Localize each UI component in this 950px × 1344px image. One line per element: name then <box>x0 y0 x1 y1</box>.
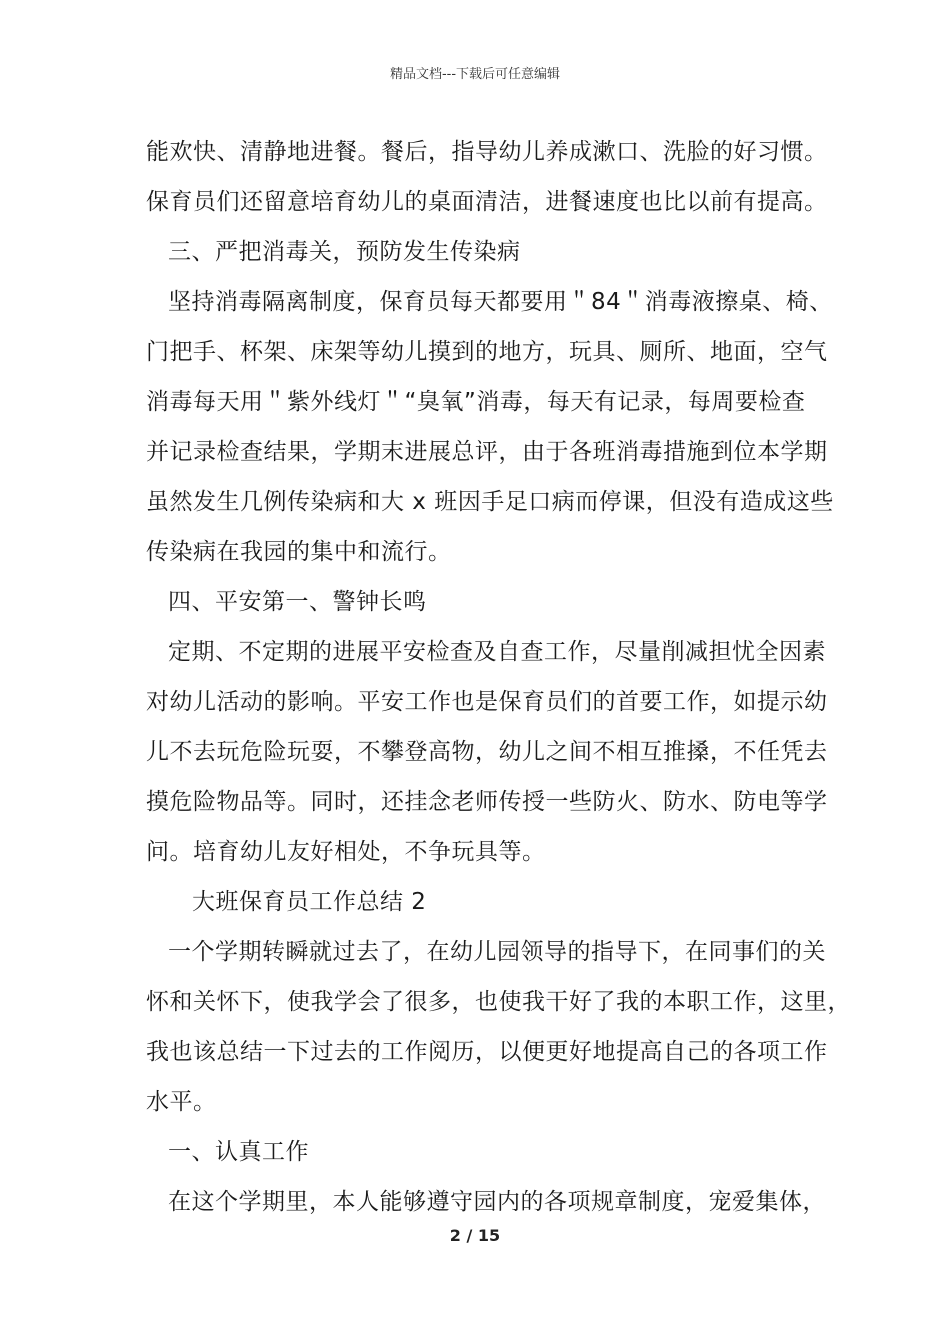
page-header: 精品文档---下载后可任意编辑 <box>389 67 561 82</box>
text-line: 一个学期转瞬就过去了，在幼儿园领导的指导下，在同事们的关 <box>168 939 826 965</box>
section-heading: 一、认真工作 <box>168 1139 309 1165</box>
section-heading: 三、严把消毒关，预防发生传染病 <box>168 239 521 265</box>
document-title: 大班保育员工作总结 2 <box>192 889 427 915</box>
document-body <box>146 127 851 1227</box>
text-line: 定期、不定期的进展平安检查及自查工作，尽量削减担忧全因素 <box>168 639 826 665</box>
text-line: 消毒每天用＂紫外线灯＂“臭氧”消毒，每天有记录，每周要检查 <box>146 389 806 415</box>
page-number: 2 / 15 <box>449 1226 501 1245</box>
text-line: 虽然发生几例传染病和大 x 班因手足口病而停课，但没有造成这些 <box>146 489 834 515</box>
text-line: 问。培育幼儿友好相处，不争玩具等。 <box>146 839 546 865</box>
text-line: 能欢快、清静地进餐。餐后，指导幼儿养成漱口、洗脸的好习惯。 <box>146 139 828 165</box>
text-line: 儿不去玩危险玩耍，不攀登高物，幼儿之间不相互推搡，不任凭去 <box>146 739 828 765</box>
section-heading: 四、平安第一、警钟长鸣 <box>168 589 427 615</box>
text-line: 怀和关怀下，使我学会了很多，也使我干好了我的本职工作，这里， <box>146 989 851 1015</box>
text-line: 对幼儿活动的影响。平安工作也是保育员们的首要工作，如提示幼 <box>146 689 828 715</box>
text-line: 传染病在我园的集中和流行。 <box>146 539 452 565</box>
text-line: 并记录检查结果，学期末进展总评，由于各班消毒措施到位本学期 <box>146 439 828 465</box>
text-line: 在这个学期里，本人能够遵守园内的各项规章制度，宠爱集体， <box>168 1189 826 1215</box>
text-line: 坚持消毒隔离制度，保育员每天都要用＂84＂消毒液擦桌、椅、 <box>168 289 833 315</box>
text-line: 门把手、杯架、床架等幼儿摸到的地方，玩具、厕所、地面，空气 <box>146 339 828 365</box>
text-line: 我也该总结一下过去的工作阅历，以便更好地提高自己的各项工作 <box>146 1039 828 1065</box>
text-line: 水平。 <box>146 1089 217 1115</box>
text-line: 保育员们还留意培育幼儿的桌面清洁，进餐速度也比以前有提高。 <box>146 189 828 215</box>
text-line: 摸危险物品等。同时，还挂念老师传授一些防火、防水、防电等学 <box>146 789 828 815</box>
